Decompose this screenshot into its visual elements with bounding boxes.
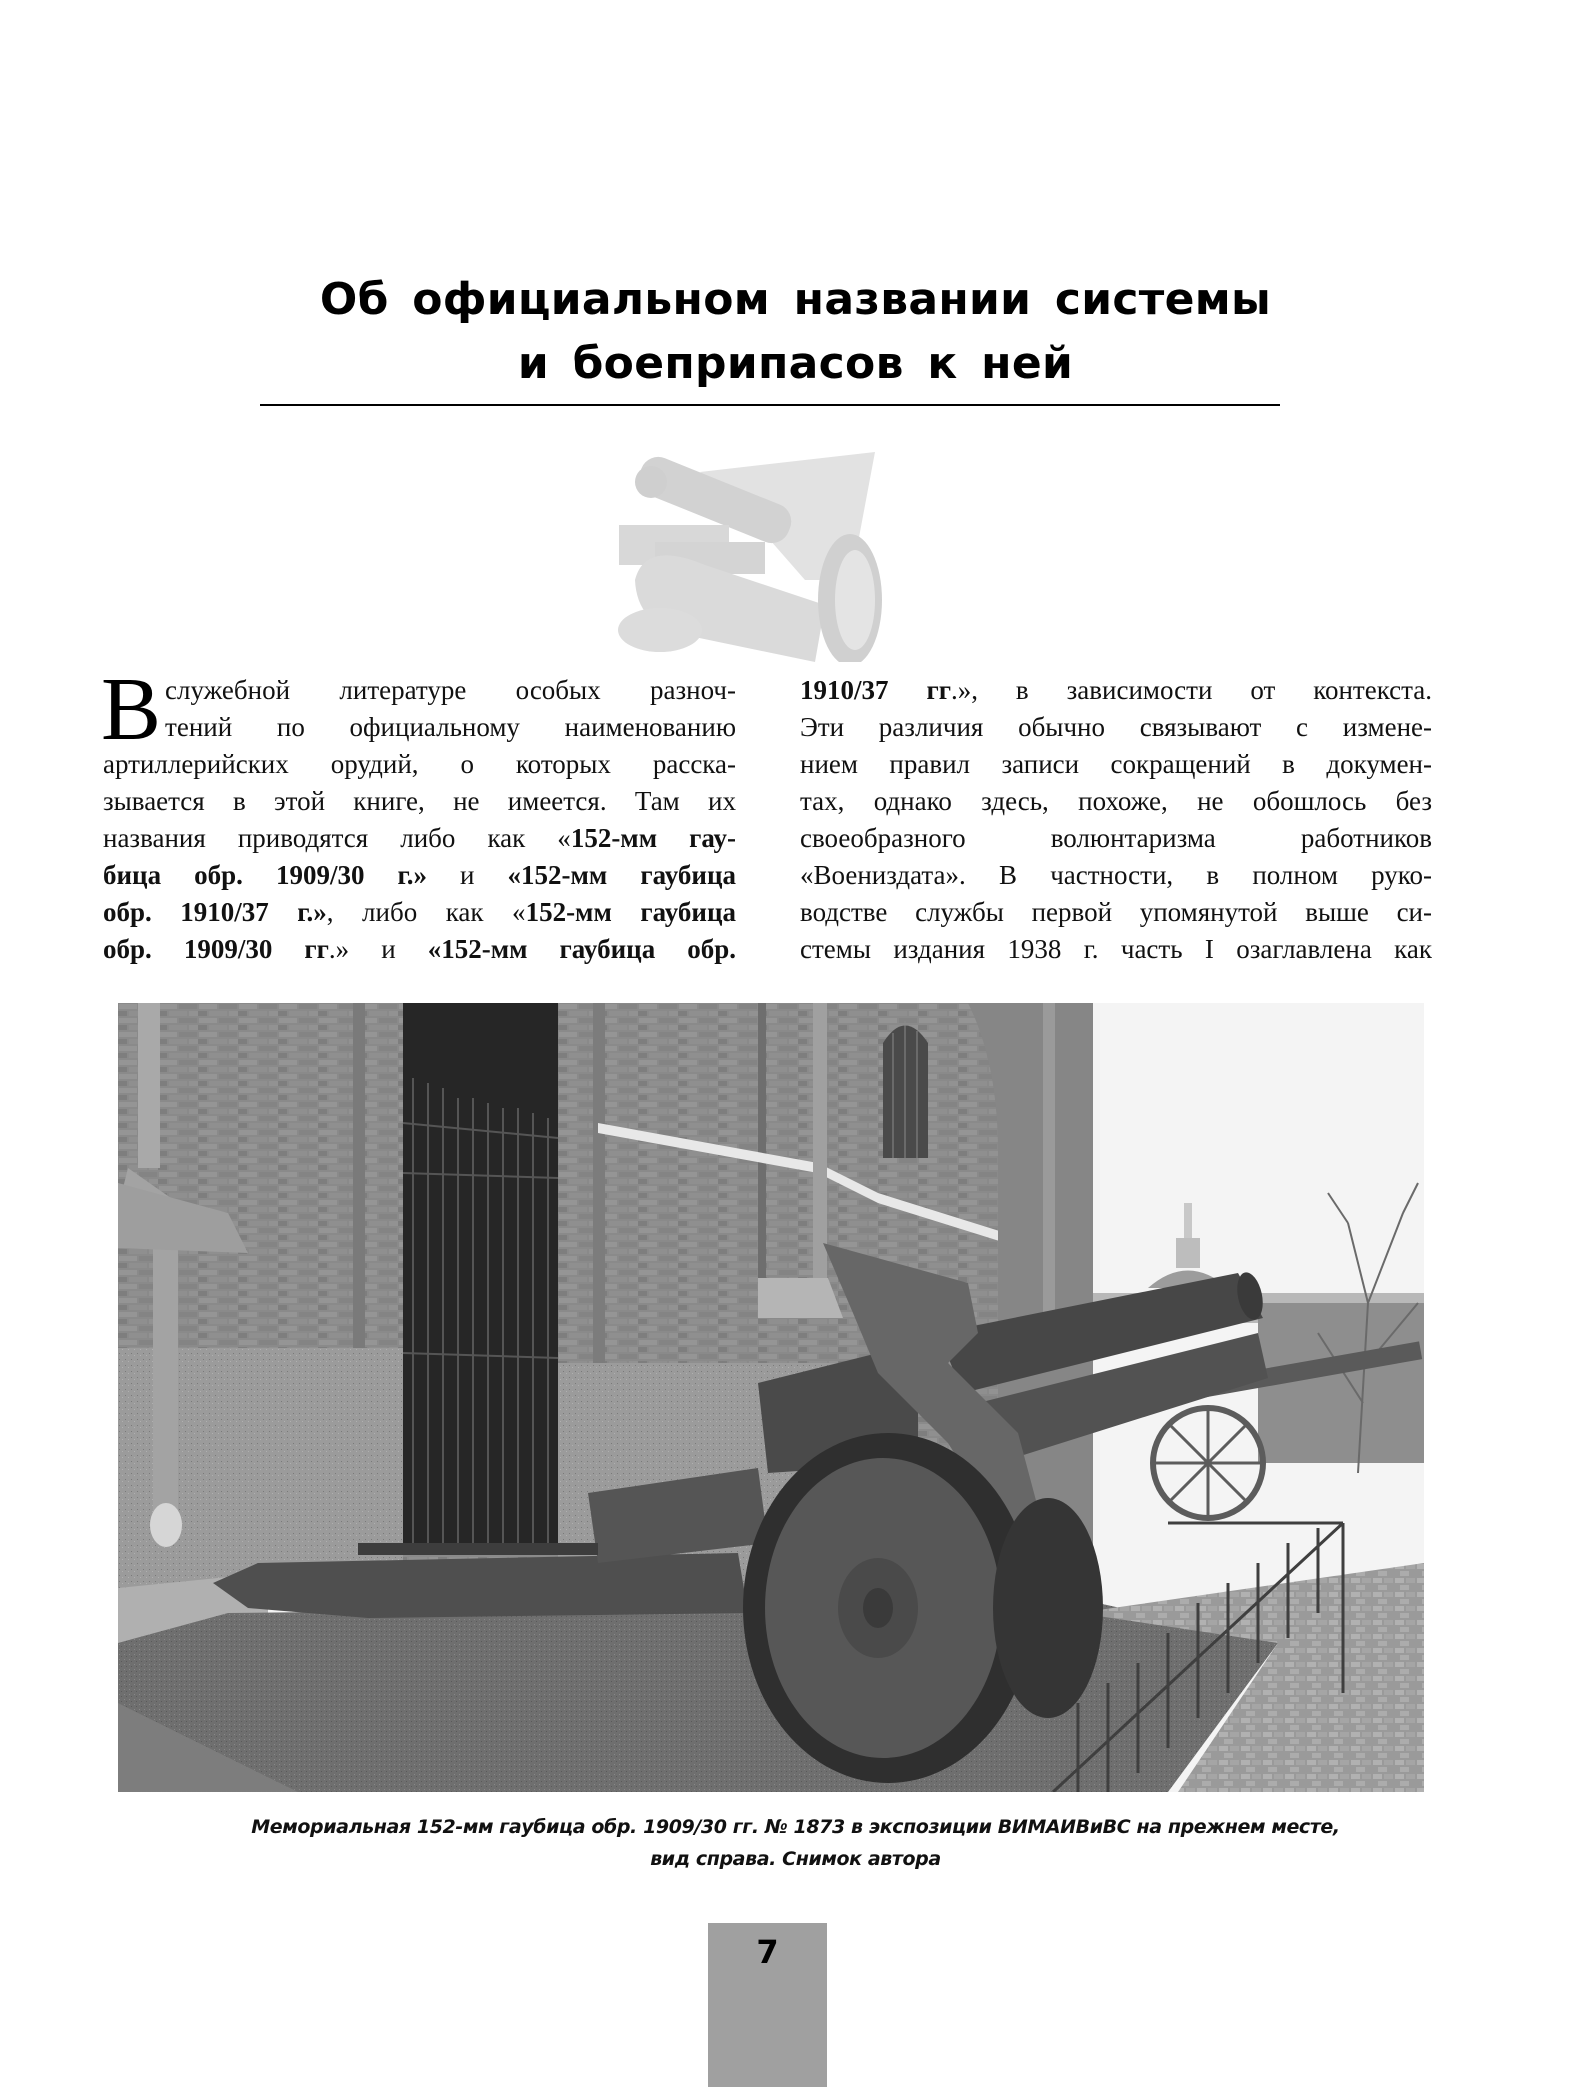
text-run: нием правил записи сокращений в докумен-: [800, 749, 1432, 779]
body-column-right: [800, 672, 1432, 968]
text-run: .», в зависимости от контекста.: [950, 675, 1432, 705]
text-run: названия приводятся либо как «: [103, 823, 571, 853]
title-underline-rule: [260, 404, 1280, 406]
text-line: [165, 672, 736, 709]
howitzer-photo-illustration: [118, 1003, 1424, 1792]
bold-text-run: 152-мм гаубица: [525, 897, 736, 927]
text-run: водстве службы первой упомянутой выше си-: [800, 897, 1432, 927]
text-line: [800, 709, 1432, 746]
chapter-title-line-1: Об официальном названии системы: [319, 274, 1272, 325]
bold-text-run: 152-мм гау-: [570, 823, 736, 853]
right-column-lines: [800, 672, 1432, 968]
text-line: [103, 857, 736, 894]
text-line: [103, 931, 736, 968]
howitzer-photo: [118, 1003, 1424, 1792]
bold-text-run: обр. 1909/30 гг: [103, 934, 329, 964]
text-run: Эти различия обычно связывают с измене-: [800, 712, 1432, 742]
text-line: [800, 894, 1432, 931]
text-line: [103, 894, 736, 931]
page-number: 7: [756, 1933, 779, 1971]
left-column-lines: [101, 660, 736, 968]
text-run: стемы издания 1938 г. часть I озаглавлена как: [800, 934, 1432, 964]
text-run: тений по официальному наименованию: [165, 712, 736, 742]
text-line: [800, 931, 1432, 968]
text-line: [800, 746, 1432, 783]
text-run: служебной литературе особых разноч-: [165, 675, 736, 705]
text-run: тах, однако здесь, похоже, не обошлось без: [800, 786, 1432, 816]
text-run: зывается в этой книге, не имеется. Там их: [103, 786, 736, 816]
text-run: артиллерийских орудий, о которых расска-: [103, 749, 736, 779]
bold-text-run: бица обр. 1909/30 г.»: [103, 860, 427, 890]
text-run: и: [426, 860, 508, 890]
text-run: , либо как «: [326, 897, 526, 927]
text-line: [800, 783, 1432, 820]
photo-caption-line-2: вид справа. Снимок автора: [650, 1848, 941, 1870]
text-line: [103, 746, 736, 783]
bold-text-run: 1910/37 гг: [800, 675, 951, 705]
body-column-left: [101, 660, 736, 968]
chapter-title-line-2: и боеприпасов к ней: [517, 338, 1074, 389]
bold-text-run: обр. 1910/37 г.»: [103, 897, 327, 927]
page-number-tab: [708, 1923, 827, 2087]
text-run: .» и: [328, 934, 428, 964]
text-line: [103, 820, 736, 857]
howitzer-vignette-icon: [615, 430, 885, 662]
text-line: [800, 857, 1432, 894]
bold-text-run: «152-мм гаубица обр.: [427, 934, 736, 964]
text-run: своеобразного волюнтаризма работников: [800, 823, 1432, 853]
text-line: [800, 672, 1432, 709]
bold-text-run: «152-мм гаубица: [507, 860, 736, 890]
photo-caption-line-1: Мемориальная 152-мм гаубица обр. 1909/30 гг. № 1873 в экспозиции ВИМАИВиВС на прежнем месте,: [251, 1816, 1340, 1838]
text-line: [103, 783, 736, 820]
text-line: [165, 709, 736, 746]
text-line: [800, 820, 1432, 857]
text-run: «Воениздата». В частности, в полном руко-: [800, 860, 1432, 890]
drop-cap: В: [101, 660, 162, 759]
